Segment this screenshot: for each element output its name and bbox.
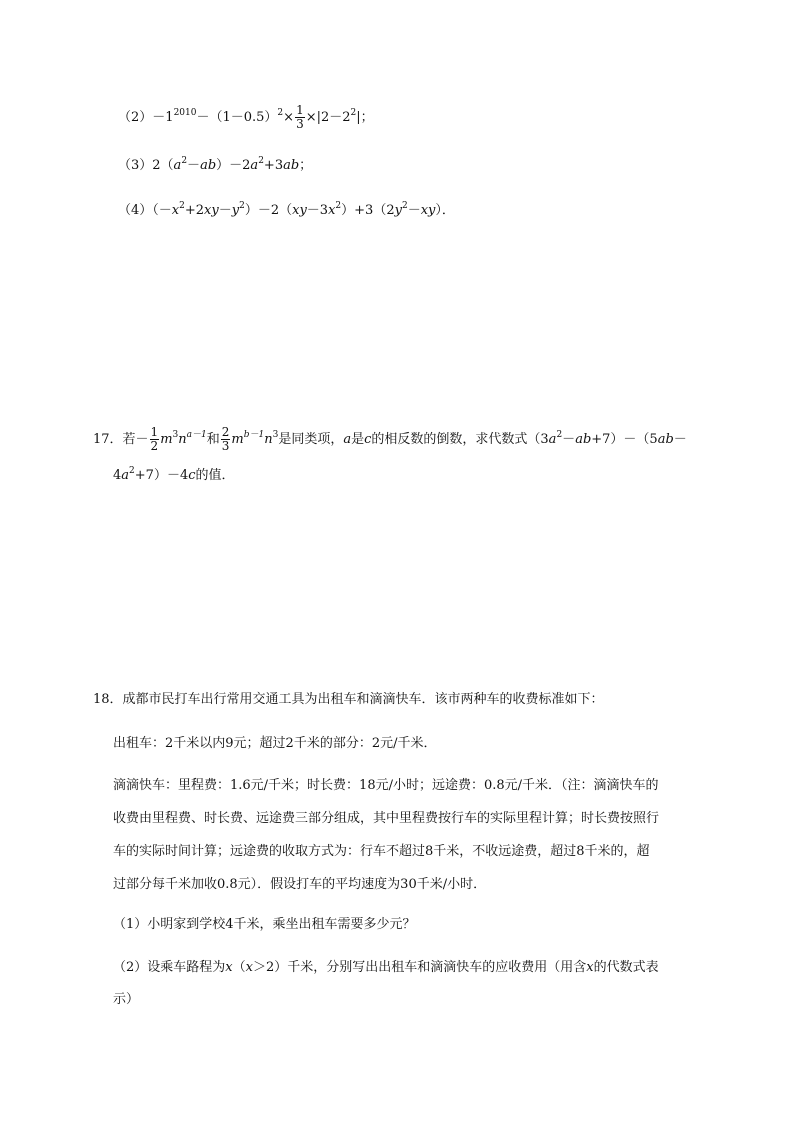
didi-line-3: 车的实际时间计算；远途费的收取方式为：行车不超过8千米，不收远途费，超过8千米的，超 [113,844,650,859]
question-1: （1）小明家到学校4千米，乘坐出租车需要多少元？ [113,917,416,932]
didi-line-2: 收费由里程费、时长费、远途费三部分组成，其中里程费按行车的实际里程计算；时长费按照行 [113,811,660,826]
problem-18-heading: 18．成都市民打车出行常用交通工具为出租车和滴滴快车．该市两种车的收费标准如下： [93,692,604,707]
fraction-one-third: $\frac{1}{3}$ [296,103,304,131]
item-3-expression: $(3)2(a^2-ab)-2a^2+3ab$； [118,156,313,173]
question-2-line-2: 示） [113,992,140,1007]
item-4-expression: $(4)(-x^2+2xy-y^2)-2(xy-3x^2)+3(2y^2-xy)$． [118,201,455,218]
didi-line-1: 滴滴快车：里程费：1.6元/千米；时长费：18元/小时；远途费：0.8元/千米．（注：滴滴快车的 [113,778,659,793]
question-2-line-1: （2）设乘车路程为x（x＞2）千米，分别写出出租车和滴滴快车的应收费用（用含x的代数式表 [113,960,659,975]
problem-17-line-1: 17．若－ $\frac{1}{2}$ $m^3n^{a-1}$和 $\frac{2}{3}$ $m^{b-1}n^3$是同类项，a是c的相反数的倒数，求代数式$(3a^2-ab+7)-(5ab-$ [93,425,687,453]
fraction-two-thirds: $\frac{2}{3}$ [221,425,230,453]
problem-17-line-2: $4a^2+7)-4c$的值． [113,466,235,483]
fraction-one-half: $\frac{1}{2}$ [150,425,159,453]
item-2-expression: $(2)-1^{2010}-(1-0.5)^2\times$ $\frac{1}{3}$ $\times|2-2^2|$； [118,103,374,131]
taxi-fare-rule: 出租车：2千米以内9元；超过2千米的部分：2元/千米． [113,736,437,751]
didi-line-4: 过部分每千米加收0.8元）．假设打车的平均速度为30千米/小时． [113,877,487,892]
didi-fare-rule [113,769,713,901]
